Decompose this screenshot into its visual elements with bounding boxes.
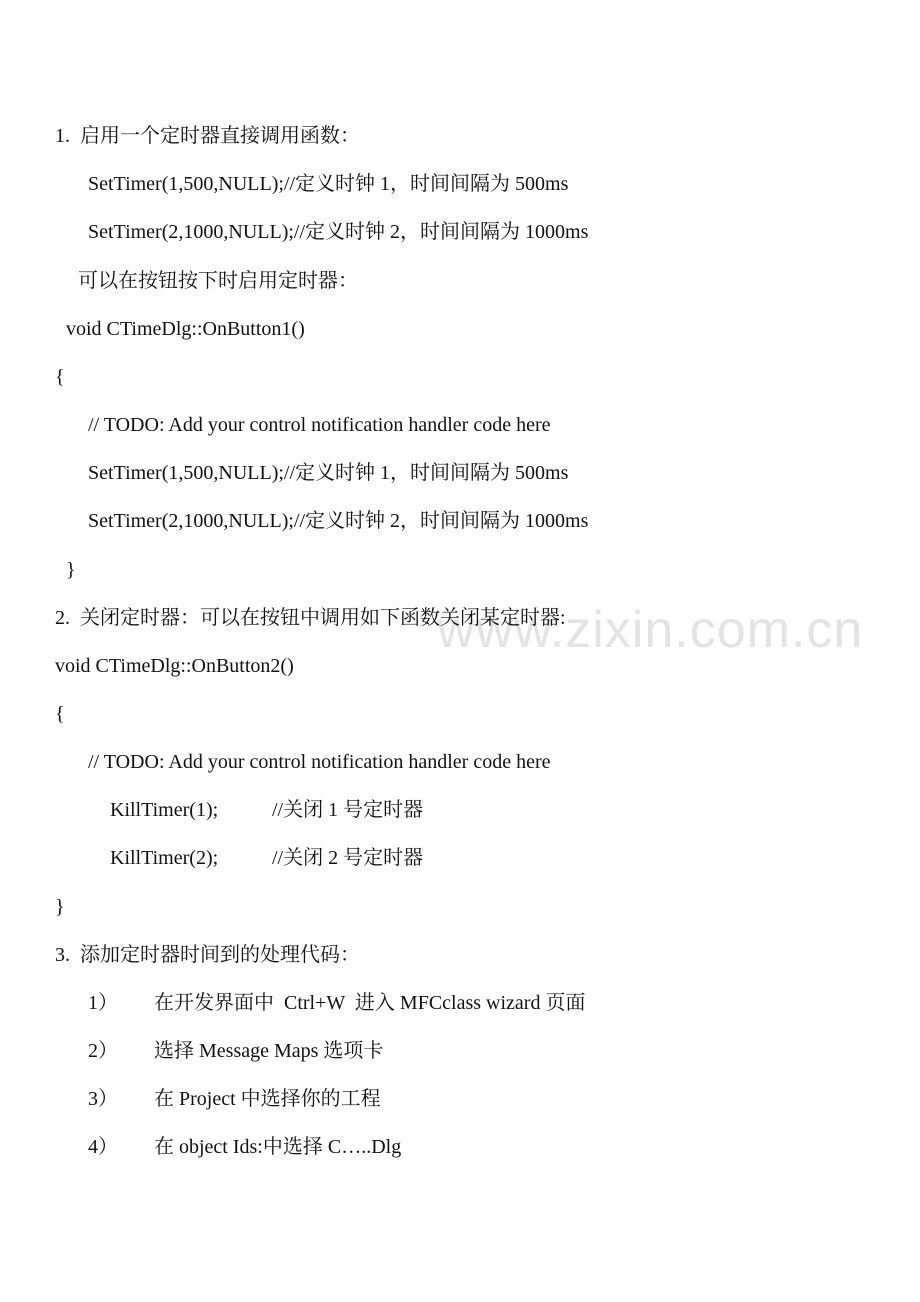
list-marker: 4）	[88, 1136, 118, 1158]
code-line: {	[55, 366, 65, 388]
code-comment: //关闭 2 号定时器	[272, 847, 424, 869]
list-item	[88, 988, 920, 1018]
list-text: 在 object Ids:中选择 C…..Dlg	[154, 1136, 402, 1158]
code-line: SetTimer(2,1000,NULL);//定义时钟 2，时间间隔为 1000ms	[88, 510, 589, 532]
list-item	[88, 1084, 920, 1114]
code-line: }	[55, 896, 65, 918]
watermark: www.zixin.com.cn	[437, 601, 864, 659]
list-text: 在 Project 中选择你的工程	[154, 1088, 381, 1110]
code-line: void CTimeDlg::OnButton2()	[55, 655, 294, 677]
code-line: void CTimeDlg::OnButton1()	[66, 318, 305, 340]
code-line: SetTimer(1,500,NULL);//定义时钟 1，时间间隔为 500ms	[88, 462, 569, 484]
code-comment: // TODO: Add your control notification handler code here	[88, 751, 551, 773]
list-item	[88, 1036, 920, 1066]
code-statement: KillTimer(1);	[110, 799, 219, 821]
code-line	[110, 795, 920, 825]
code-line: SetTimer(2,1000,NULL);//定义时钟 2，时间间隔为 1000ms	[88, 221, 589, 243]
list-marker: 3）	[88, 1088, 118, 1110]
list-item	[88, 1132, 920, 1162]
code-statement: KillTimer(2);	[110, 847, 219, 869]
section-2-heading: 2. 关闭定时器：可以在按钮中调用如下函数关闭某定时器:	[55, 607, 566, 629]
code-line: SetTimer(1,500,NULL);//定义时钟 1，时间间隔为 500ms	[88, 173, 569, 195]
code-comment: //关闭 1 号定时器	[272, 799, 424, 821]
list-marker: 2）	[88, 1040, 118, 1062]
code-line: {	[55, 703, 65, 725]
section-1-heading: 1. 启用一个定时器直接调用函数：	[55, 125, 360, 147]
section-3-heading: 3. 添加定时器时间到的处理代码：	[55, 944, 360, 966]
code-comment: // TODO: Add your control notification handler code here	[88, 414, 551, 436]
code-line: }	[66, 559, 76, 581]
list-text: 在开发界面中 Ctrl+W 进入 MFCclass wizard 页面	[154, 992, 586, 1014]
paragraph: 可以在按钮按下时启用定时器：	[78, 270, 358, 292]
list-text: 选择 Message Maps 选项卡	[154, 1040, 384, 1062]
code-line	[110, 843, 920, 873]
list-marker: 1）	[88, 992, 118, 1014]
